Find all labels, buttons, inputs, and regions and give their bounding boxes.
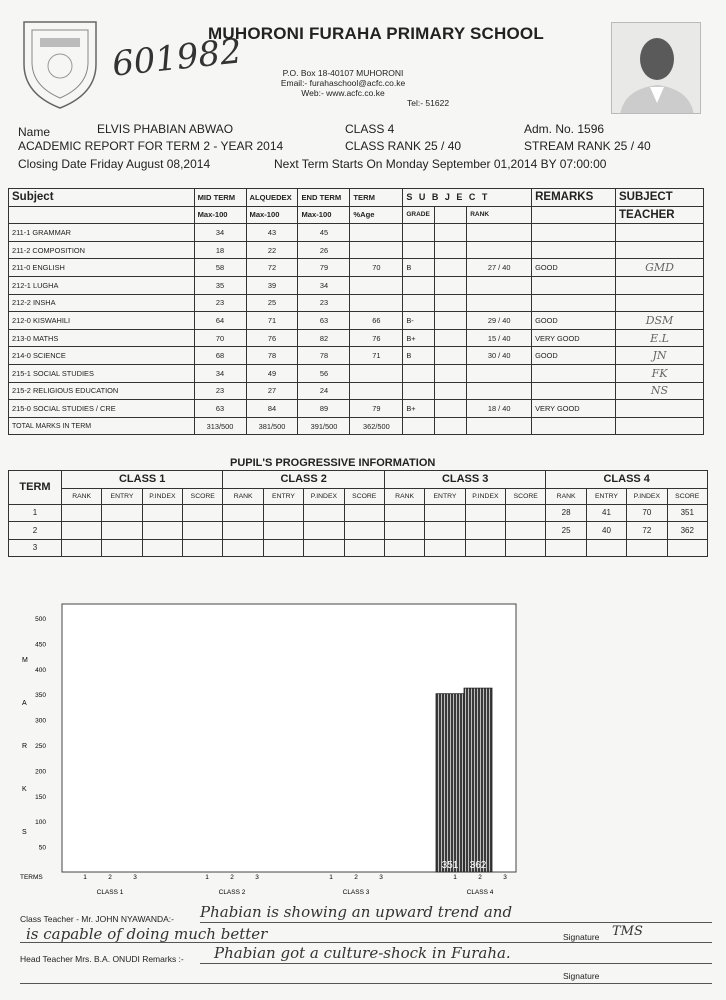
class4-value: 40 [586, 522, 626, 540]
class4-value: 351 [667, 504, 707, 522]
class4-value [586, 539, 626, 557]
y-tick-label: 50 [38, 844, 46, 852]
x-group-label: CLASS 3 [342, 889, 370, 896]
class-label: CLASS 4 [345, 122, 395, 136]
bar [464, 688, 492, 872]
alq-mark: 84 [246, 400, 298, 418]
mid-mark: 63 [194, 400, 246, 418]
teacher-initials [616, 276, 704, 294]
x-term-tick: 2 [478, 874, 482, 881]
closing-date: Closing Date Friday August 08,2014 [18, 157, 211, 171]
end-mark: 78 [298, 347, 350, 365]
marks-row [9, 364, 704, 382]
remark [532, 364, 616, 382]
class4-value: 41 [586, 504, 626, 522]
subject: 215-2 RELIGIOUS EDUCATION [9, 382, 195, 400]
subject: 212-2 INSHA [9, 294, 195, 312]
blank [435, 382, 467, 400]
handwritten-id: 601982 [110, 31, 244, 85]
remark [532, 276, 616, 294]
teacher-initials: DSM [616, 312, 704, 330]
x-group-label: CLASS 1 [96, 889, 124, 896]
blank [435, 364, 467, 382]
alq-mark: 49 [246, 364, 298, 382]
term-pct [350, 382, 403, 400]
next-term: Next Term Starts On Monday September 01,2014 BY 07:00:00 [274, 157, 607, 171]
class4-value [627, 539, 667, 557]
max-header: Max-100 [298, 206, 350, 224]
blank [435, 312, 467, 330]
end-mark: 23 [298, 294, 350, 312]
teacher-initials: E.L [616, 329, 704, 347]
marks-row [9, 329, 704, 347]
y-tick-label: 200 [35, 768, 46, 776]
end-term-header: END TERM [298, 189, 350, 207]
progress-col-header: RANK [61, 488, 101, 504]
blank [435, 400, 467, 418]
term-number: 1 [9, 504, 62, 522]
progress-col-header: SCORE [344, 488, 384, 504]
term-pct [350, 294, 403, 312]
progress-col-header: RANK [384, 488, 424, 504]
progress-col-header: P.INDEX [142, 488, 182, 504]
y-tick-label: 250 [35, 743, 46, 750]
y-axis-letter: K [22, 786, 27, 793]
remark [532, 382, 616, 400]
blank [435, 259, 467, 277]
subject: 212-1 LUGHA [9, 276, 195, 294]
x-term-tick: 2 [108, 874, 112, 881]
grade [403, 364, 435, 382]
mid-mark: 23 [194, 294, 246, 312]
end-mark: 56 [298, 364, 350, 382]
subject: 211-0 ENGLISH [9, 259, 195, 277]
class-teacher-remark-1: Phabian is showing an upward trend and [200, 903, 513, 921]
end-mark: 79 [298, 259, 350, 277]
po-box: P.O. Box 18-40107 MUHORONI [282, 68, 404, 78]
rank [467, 241, 532, 259]
alq-mark: 71 [246, 312, 298, 330]
x-term-tick: 3 [133, 874, 137, 881]
x-axis-label: TERMS [20, 874, 43, 881]
class4-value [667, 539, 707, 557]
web: Web:- www.acfc.co.ke [301, 88, 385, 98]
class-rank: CLASS RANK 25 / 40 [345, 139, 462, 153]
signature-1: TMS [612, 924, 643, 939]
y-tick-label: 150 [35, 793, 46, 801]
marks-row [9, 312, 704, 330]
class4-value: 70 [627, 504, 667, 522]
alq-mark: 27 [246, 382, 298, 400]
rank-header: RANK [467, 206, 532, 224]
percentage-header: %Age [350, 206, 403, 224]
teacher-initials: FK [616, 364, 704, 382]
alq-mark: 72 [246, 259, 298, 277]
y-axis-letter: S [22, 829, 27, 836]
progress-col-header: P.INDEX [465, 488, 505, 504]
grade [403, 241, 435, 259]
total-term: 362/500 [350, 417, 403, 435]
progress-col-header: SCORE [506, 488, 546, 504]
term-pct [350, 364, 403, 382]
term-pct [350, 224, 403, 242]
student-name: ELVIS PHABIAN ABWAO [97, 122, 234, 136]
term-pct: 71 [350, 347, 403, 365]
signature-label: Signature [563, 932, 600, 942]
subject-header: Subject [9, 189, 195, 207]
adm-number: Adm. No. 1596 [524, 122, 605, 136]
mid-mark: 68 [194, 347, 246, 365]
y-tick-label: 450 [35, 641, 46, 649]
x-group-label: CLASS 4 [466, 889, 494, 896]
progress-table [8, 470, 708, 557]
grade: B+ [403, 329, 435, 347]
term-number: 2 [9, 522, 62, 540]
total-label: TOTAL MARKS IN TERM [9, 417, 195, 435]
progress-col-header: P.INDEX [304, 488, 344, 504]
class4-value: 362 [667, 522, 707, 540]
stream-rank: STREAM RANK 25 / 40 [524, 139, 651, 153]
progress-col-header: RANK [223, 488, 263, 504]
blank [435, 347, 467, 365]
blank [435, 294, 467, 312]
grade: B- [403, 312, 435, 330]
grade [403, 224, 435, 242]
mid-mark: 18 [194, 241, 246, 259]
term-header: TERM [9, 471, 62, 505]
alq-mark: 25 [246, 294, 298, 312]
class4-value [546, 539, 586, 557]
y-axis-letter: A [22, 700, 27, 707]
remark-line [20, 942, 712, 943]
remark [532, 241, 616, 259]
progress-row [9, 539, 708, 557]
rank: 27 / 40 [467, 259, 532, 277]
grade: B+ [403, 400, 435, 418]
y-tick-label: 100 [35, 819, 46, 827]
grade: B [403, 347, 435, 365]
x-group-label: CLASS 2 [218, 889, 246, 896]
grade: B [403, 259, 435, 277]
marks-chart [0, 596, 726, 906]
mid-mark: 35 [194, 276, 246, 294]
grade [403, 294, 435, 312]
y-tick-label: 400 [35, 666, 46, 674]
grade [403, 382, 435, 400]
class-header: CLASS 4 [546, 471, 708, 489]
marks-row [9, 241, 704, 259]
class4-value: 28 [546, 504, 586, 522]
subject: 214-0 SCIENCE [9, 347, 195, 365]
subject: 215-1 SOCIAL STUDIES [9, 364, 195, 382]
rank: 15 / 40 [467, 329, 532, 347]
remark-line [200, 922, 712, 923]
total-mid: 313/500 [194, 417, 246, 435]
teacher-initials: JN [616, 347, 704, 365]
teacher-initials [616, 224, 704, 242]
mid-mark: 70 [194, 329, 246, 347]
marks-row [9, 382, 704, 400]
y-axis-letter: M [22, 657, 28, 664]
rank [467, 294, 532, 312]
progress-col-header: ENTRY [102, 488, 142, 504]
alq-mark: 78 [246, 347, 298, 365]
term-number: 3 [9, 539, 62, 557]
teacher-initials: GMD [616, 259, 704, 277]
x-term-tick: 3 [503, 874, 507, 881]
term-pct [350, 241, 403, 259]
class-header: CLASS 3 [384, 471, 545, 489]
mid-term-header: MID TERM [194, 189, 246, 207]
class-teacher-remark-2: is capable of doing much better [26, 925, 268, 943]
blank [435, 276, 467, 294]
rank [467, 382, 532, 400]
progress-col-header: SCORE [183, 488, 223, 504]
telephone: Tel:- 51622 [407, 98, 450, 108]
marks-row [9, 400, 704, 418]
progress-col-header: SCORE [667, 488, 707, 504]
end-mark: 45 [298, 224, 350, 242]
remark-line [200, 963, 712, 964]
progress-row [9, 522, 708, 540]
head-teacher-label: Head Teacher Mrs. B.A. ONUDI Remarks :- [20, 954, 184, 964]
mid-mark: 64 [194, 312, 246, 330]
progress-title: PUPIL'S PROGRESSIVE INFORMATION [230, 457, 436, 469]
marks-row [9, 276, 704, 294]
remark: VERY GOOD [532, 329, 616, 347]
bar-value-label: 362 [469, 860, 487, 871]
subject: 215-0 SOCIAL STUDIES / CRE [9, 400, 195, 418]
term-pct: 76 [350, 329, 403, 347]
rank: 30 / 40 [467, 347, 532, 365]
end-mark: 63 [298, 312, 350, 330]
school-address [248, 68, 438, 98]
term-pct: 79 [350, 400, 403, 418]
mid-mark: 34 [194, 364, 246, 382]
alq-mark: 43 [246, 224, 298, 242]
alq-mark: 39 [246, 276, 298, 294]
max-header: Max-100 [246, 206, 298, 224]
teacher-initials [616, 400, 704, 418]
remark [532, 294, 616, 312]
total-end: 391/500 [298, 417, 350, 435]
end-mark: 26 [298, 241, 350, 259]
subject: 211-1 GRAMMAR [9, 224, 195, 242]
name-label: Name [18, 125, 51, 139]
teacher-header-2: TEACHER [616, 206, 704, 224]
grade-header: GRADE [403, 206, 435, 224]
school-logo [14, 14, 106, 112]
remark: VERY GOOD [532, 400, 616, 418]
total-alq: 381/500 [246, 417, 298, 435]
marks-row [9, 294, 704, 312]
remark: GOOD [532, 347, 616, 365]
email: Email:- furahaschool@acfc.co.ke [280, 78, 406, 88]
rank [467, 364, 532, 382]
x-term-tick: 3 [379, 874, 383, 881]
teacher-initials [616, 241, 704, 259]
class-teacher-label: Class Teacher - Mr. JOHN NYAWANDA:- [20, 914, 174, 924]
progress-row [9, 504, 708, 522]
marks-table [8, 188, 704, 435]
report-title: ACADEMIC REPORT FOR TERM 2 - YEAR 2014 [18, 139, 284, 153]
remark-line [20, 983, 712, 984]
student-photo [611, 22, 701, 114]
class-header: CLASS 2 [223, 471, 384, 489]
subject: 211-2 COMPOSITION [9, 241, 195, 259]
mid-mark: 34 [194, 224, 246, 242]
mid-mark: 23 [194, 382, 246, 400]
marks-row [9, 347, 704, 365]
bar [436, 694, 464, 872]
class4-value: 25 [546, 522, 586, 540]
x-term-tick: 3 [255, 874, 259, 881]
progress-col-header: ENTRY [425, 488, 465, 504]
x-term-tick: 1 [329, 874, 333, 881]
end-mark: 89 [298, 400, 350, 418]
term-pct [350, 276, 403, 294]
x-term-tick: 1 [83, 874, 87, 881]
progress-col-header: ENTRY [263, 488, 303, 504]
term-header: TERM [350, 189, 403, 207]
school-name: MUHORONI FURAHA PRIMARY SCHOOL [208, 24, 544, 43]
blank [435, 224, 467, 242]
subject-group-header: S U B J E C T [403, 189, 532, 207]
teacher-initials [616, 294, 704, 312]
rank: 29 / 40 [467, 312, 532, 330]
blank [435, 241, 467, 259]
end-mark: 24 [298, 382, 350, 400]
y-tick-label: 500 [35, 616, 46, 623]
marks-row [9, 224, 704, 242]
bar-value-label: 351 [441, 860, 459, 871]
alq-mark: 76 [246, 329, 298, 347]
term-pct: 66 [350, 312, 403, 330]
y-tick-label: 300 [35, 717, 46, 725]
head-teacher-remark: Phabian got a culture-shock in Furaha. [214, 944, 511, 962]
remark [532, 224, 616, 242]
progress-col-header: RANK [546, 488, 586, 504]
remarks-header: REMARKS [532, 189, 616, 207]
signature-label-2: Signature [563, 971, 600, 981]
rank [467, 224, 532, 242]
mid-mark: 58 [194, 259, 246, 277]
progress-col-header: ENTRY [586, 488, 626, 504]
rank: 18 / 40 [467, 400, 532, 418]
end-mark: 34 [298, 276, 350, 294]
term-pct: 70 [350, 259, 403, 277]
teacher-initials: NS [616, 382, 704, 400]
x-term-tick: 1 [453, 874, 457, 881]
blank [435, 329, 467, 347]
alq-mark: 22 [246, 241, 298, 259]
alquedex-header: ALQUEDEX [246, 189, 298, 207]
y-tick-label: 350 [35, 692, 46, 700]
end-mark: 82 [298, 329, 350, 347]
grade [403, 276, 435, 294]
y-axis-letter: R [22, 743, 28, 750]
x-term-tick: 2 [354, 874, 358, 881]
max-header: Max-100 [194, 206, 246, 224]
subject: 212-0 KISWAHILI [9, 312, 195, 330]
x-term-tick: 1 [205, 874, 209, 881]
rank [467, 276, 532, 294]
x-term-tick: 2 [230, 874, 234, 881]
remark: GOOD [532, 259, 616, 277]
teacher-header: SUBJECT [616, 189, 704, 207]
subject: 213-0 MATHS [9, 329, 195, 347]
progress-col-header: P.INDEX [627, 488, 667, 504]
remark: GOOD [532, 312, 616, 330]
class-header: CLASS 1 [61, 471, 222, 489]
marks-row [9, 259, 704, 277]
class4-value: 72 [627, 522, 667, 540]
